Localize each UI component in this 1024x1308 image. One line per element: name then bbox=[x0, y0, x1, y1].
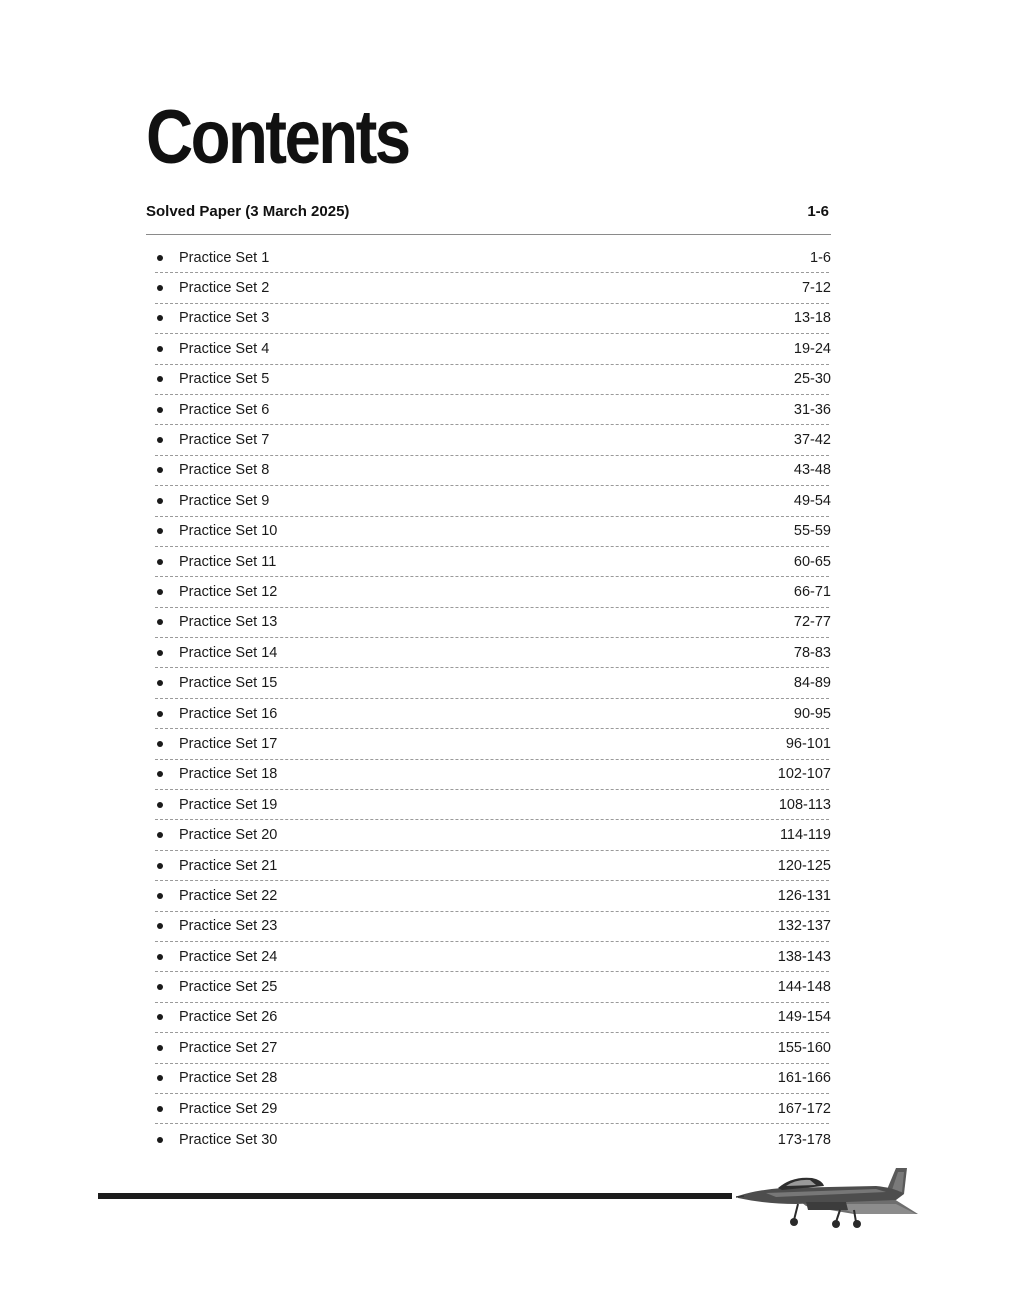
bullet-icon bbox=[157, 1137, 163, 1143]
practice-set-entry[interactable] bbox=[155, 942, 829, 972]
practice-set-entry[interactable] bbox=[155, 790, 829, 820]
section-divider bbox=[146, 234, 831, 235]
practice-set-label: Practice Set 22 bbox=[179, 887, 278, 904]
practice-set-entry[interactable] bbox=[155, 365, 829, 395]
practice-set-pages: 144-148 bbox=[777, 979, 831, 996]
practice-set-entry[interactable] bbox=[155, 1094, 829, 1124]
practice-set-pages: 55-59 bbox=[793, 523, 831, 540]
practice-set-entry[interactable] bbox=[155, 304, 829, 334]
practice-set-pages: 132-137 bbox=[777, 918, 831, 935]
practice-set-pages: 31-36 bbox=[793, 401, 831, 418]
practice-set-list bbox=[155, 243, 829, 1155]
practice-set-pages: 108-113 bbox=[778, 796, 831, 813]
practice-set-label: Practice Set 8 bbox=[179, 462, 270, 479]
bullet-icon bbox=[157, 863, 163, 869]
bullet-icon bbox=[157, 1014, 163, 1020]
bullet-icon bbox=[157, 346, 163, 352]
bullet-icon bbox=[157, 741, 163, 747]
practice-set-entry[interactable] bbox=[155, 729, 829, 759]
practice-set-label: Practice Set 27 bbox=[179, 1039, 278, 1056]
practice-set-pages: 90-95 bbox=[793, 705, 831, 722]
practice-set-pages: 161-166 bbox=[777, 1070, 831, 1087]
practice-set-pages: 102-107 bbox=[777, 766, 831, 783]
practice-set-entry[interactable] bbox=[155, 1064, 829, 1094]
practice-set-label: Practice Set 10 bbox=[179, 523, 278, 540]
practice-set-label: Practice Set 17 bbox=[179, 735, 278, 752]
bullet-icon bbox=[157, 984, 163, 990]
practice-set-entry[interactable] bbox=[155, 456, 829, 486]
bullet-icon bbox=[157, 832, 163, 838]
bullet-icon bbox=[157, 528, 163, 534]
practice-set-label: Practice Set 21 bbox=[179, 857, 278, 874]
practice-set-label: Practice Set 15 bbox=[179, 675, 278, 692]
practice-set-pages: 43-48 bbox=[793, 462, 831, 479]
practice-set-pages: 126-131 bbox=[777, 887, 831, 904]
bullet-icon bbox=[157, 467, 163, 473]
practice-set-label: Practice Set 5 bbox=[179, 371, 270, 388]
page-title: Contents bbox=[146, 95, 409, 180]
practice-set-pages: 78-83 bbox=[793, 644, 831, 661]
practice-set-label: Practice Set 3 bbox=[179, 310, 270, 327]
practice-set-label: Practice Set 16 bbox=[179, 705, 278, 722]
practice-set-entry[interactable] bbox=[155, 577, 829, 607]
practice-set-pages: 138-143 bbox=[777, 948, 831, 965]
bullet-icon bbox=[157, 255, 163, 261]
bullet-icon bbox=[157, 1106, 163, 1112]
practice-set-pages: 13-18 bbox=[793, 310, 831, 327]
solved-paper-label: Solved Paper (3 March 2025) bbox=[146, 202, 350, 220]
practice-set-pages: 7-12 bbox=[801, 280, 831, 297]
practice-set-label: Practice Set 11 bbox=[179, 553, 277, 570]
practice-set-entry[interactable] bbox=[155, 820, 829, 850]
practice-set-pages: 173-178 bbox=[777, 1131, 831, 1148]
bullet-icon bbox=[157, 315, 163, 321]
practice-set-entry[interactable] bbox=[155, 334, 829, 364]
practice-set-entry[interactable] bbox=[155, 1124, 829, 1154]
footer-bar bbox=[98, 1193, 732, 1199]
practice-set-label: Practice Set 4 bbox=[179, 340, 270, 357]
bullet-icon bbox=[157, 407, 163, 413]
practice-set-pages: 37-42 bbox=[793, 432, 831, 449]
bullet-icon bbox=[157, 893, 163, 899]
practice-set-label: Practice Set 26 bbox=[179, 1009, 278, 1026]
practice-set-pages: 60-65 bbox=[793, 553, 831, 570]
practice-set-label: Practice Set 14 bbox=[179, 644, 278, 661]
bullet-icon bbox=[157, 285, 163, 291]
practice-set-pages: 149-154 bbox=[777, 1009, 831, 1026]
practice-set-label: Practice Set 29 bbox=[179, 1100, 278, 1117]
practice-set-pages: 19-24 bbox=[793, 340, 831, 357]
bullet-icon bbox=[157, 680, 163, 686]
practice-set-pages: 167-172 bbox=[777, 1100, 831, 1117]
practice-set-pages: 72-77 bbox=[793, 614, 831, 631]
bullet-icon bbox=[157, 376, 163, 382]
bullet-icon bbox=[157, 802, 163, 808]
solved-paper-pages: 1-6 bbox=[807, 202, 829, 220]
bullet-icon bbox=[157, 498, 163, 504]
practice-set-entry[interactable] bbox=[155, 912, 829, 942]
practice-set-label: Practice Set 13 bbox=[179, 614, 278, 631]
practice-set-entry[interactable] bbox=[155, 1033, 829, 1063]
practice-set-label: Practice Set 25 bbox=[179, 979, 278, 996]
practice-set-entry[interactable] bbox=[155, 699, 829, 729]
practice-set-label: Practice Set 19 bbox=[179, 796, 278, 813]
bullet-icon bbox=[157, 771, 163, 777]
practice-set-pages: 66-71 bbox=[793, 583, 831, 600]
practice-set-entry[interactable] bbox=[155, 395, 829, 425]
bullet-icon bbox=[157, 650, 163, 656]
bullet-icon bbox=[157, 954, 163, 960]
bullet-icon bbox=[157, 711, 163, 717]
practice-set-entry[interactable] bbox=[155, 273, 829, 303]
practice-set-entry[interactable] bbox=[155, 638, 829, 668]
practice-set-entry[interactable] bbox=[155, 1003, 829, 1033]
bullet-icon bbox=[157, 437, 163, 443]
practice-set-pages: 96-101 bbox=[785, 735, 831, 752]
practice-set-entry[interactable] bbox=[155, 851, 829, 881]
practice-set-label: Practice Set 7 bbox=[179, 432, 270, 449]
practice-set-label: Practice Set 23 bbox=[179, 918, 278, 935]
practice-set-pages: 155-160 bbox=[777, 1039, 831, 1056]
practice-set-label: Practice Set 20 bbox=[179, 827, 278, 844]
bullet-icon bbox=[157, 1045, 163, 1051]
bullet-icon bbox=[157, 589, 163, 595]
practice-set-label: Practice Set 28 bbox=[179, 1070, 278, 1087]
practice-set-entry[interactable] bbox=[155, 243, 829, 273]
practice-set-entry[interactable] bbox=[155, 881, 829, 911]
practice-set-entry[interactable] bbox=[155, 547, 829, 577]
practice-set-label: Practice Set 12 bbox=[179, 583, 278, 600]
fighter-jet-icon bbox=[736, 1164, 922, 1230]
practice-set-entry[interactable] bbox=[155, 425, 829, 455]
bullet-icon bbox=[157, 619, 163, 625]
practice-set-label: Practice Set 24 bbox=[179, 948, 278, 965]
practice-set-pages: 25-30 bbox=[793, 371, 831, 388]
practice-set-entry[interactable] bbox=[155, 972, 829, 1002]
bullet-icon bbox=[157, 923, 163, 929]
bullet-icon bbox=[157, 559, 163, 565]
practice-set-entry[interactable] bbox=[155, 517, 829, 547]
practice-set-label: Practice Set 18 bbox=[179, 766, 278, 783]
practice-set-label: Practice Set 30 bbox=[179, 1131, 278, 1148]
practice-set-pages: 1-6 bbox=[810, 249, 831, 266]
practice-set-label: Practice Set 1 bbox=[179, 249, 270, 266]
practice-set-entry[interactable] bbox=[155, 760, 829, 790]
solved-paper-entry[interactable] bbox=[146, 198, 829, 224]
practice-set-entry[interactable] bbox=[155, 608, 829, 638]
practice-set-pages: 84-89 bbox=[793, 675, 831, 692]
practice-set-pages: 114-119 bbox=[779, 827, 831, 844]
bullet-icon bbox=[157, 1075, 163, 1081]
practice-set-label: Practice Set 9 bbox=[179, 492, 270, 509]
practice-set-entry[interactable] bbox=[155, 668, 829, 698]
practice-set-label: Practice Set 2 bbox=[179, 280, 270, 297]
practice-set-label: Practice Set 6 bbox=[179, 401, 270, 418]
practice-set-pages: 120-125 bbox=[777, 857, 831, 874]
practice-set-pages: 49-54 bbox=[793, 492, 831, 509]
practice-set-entry[interactable] bbox=[155, 486, 829, 516]
